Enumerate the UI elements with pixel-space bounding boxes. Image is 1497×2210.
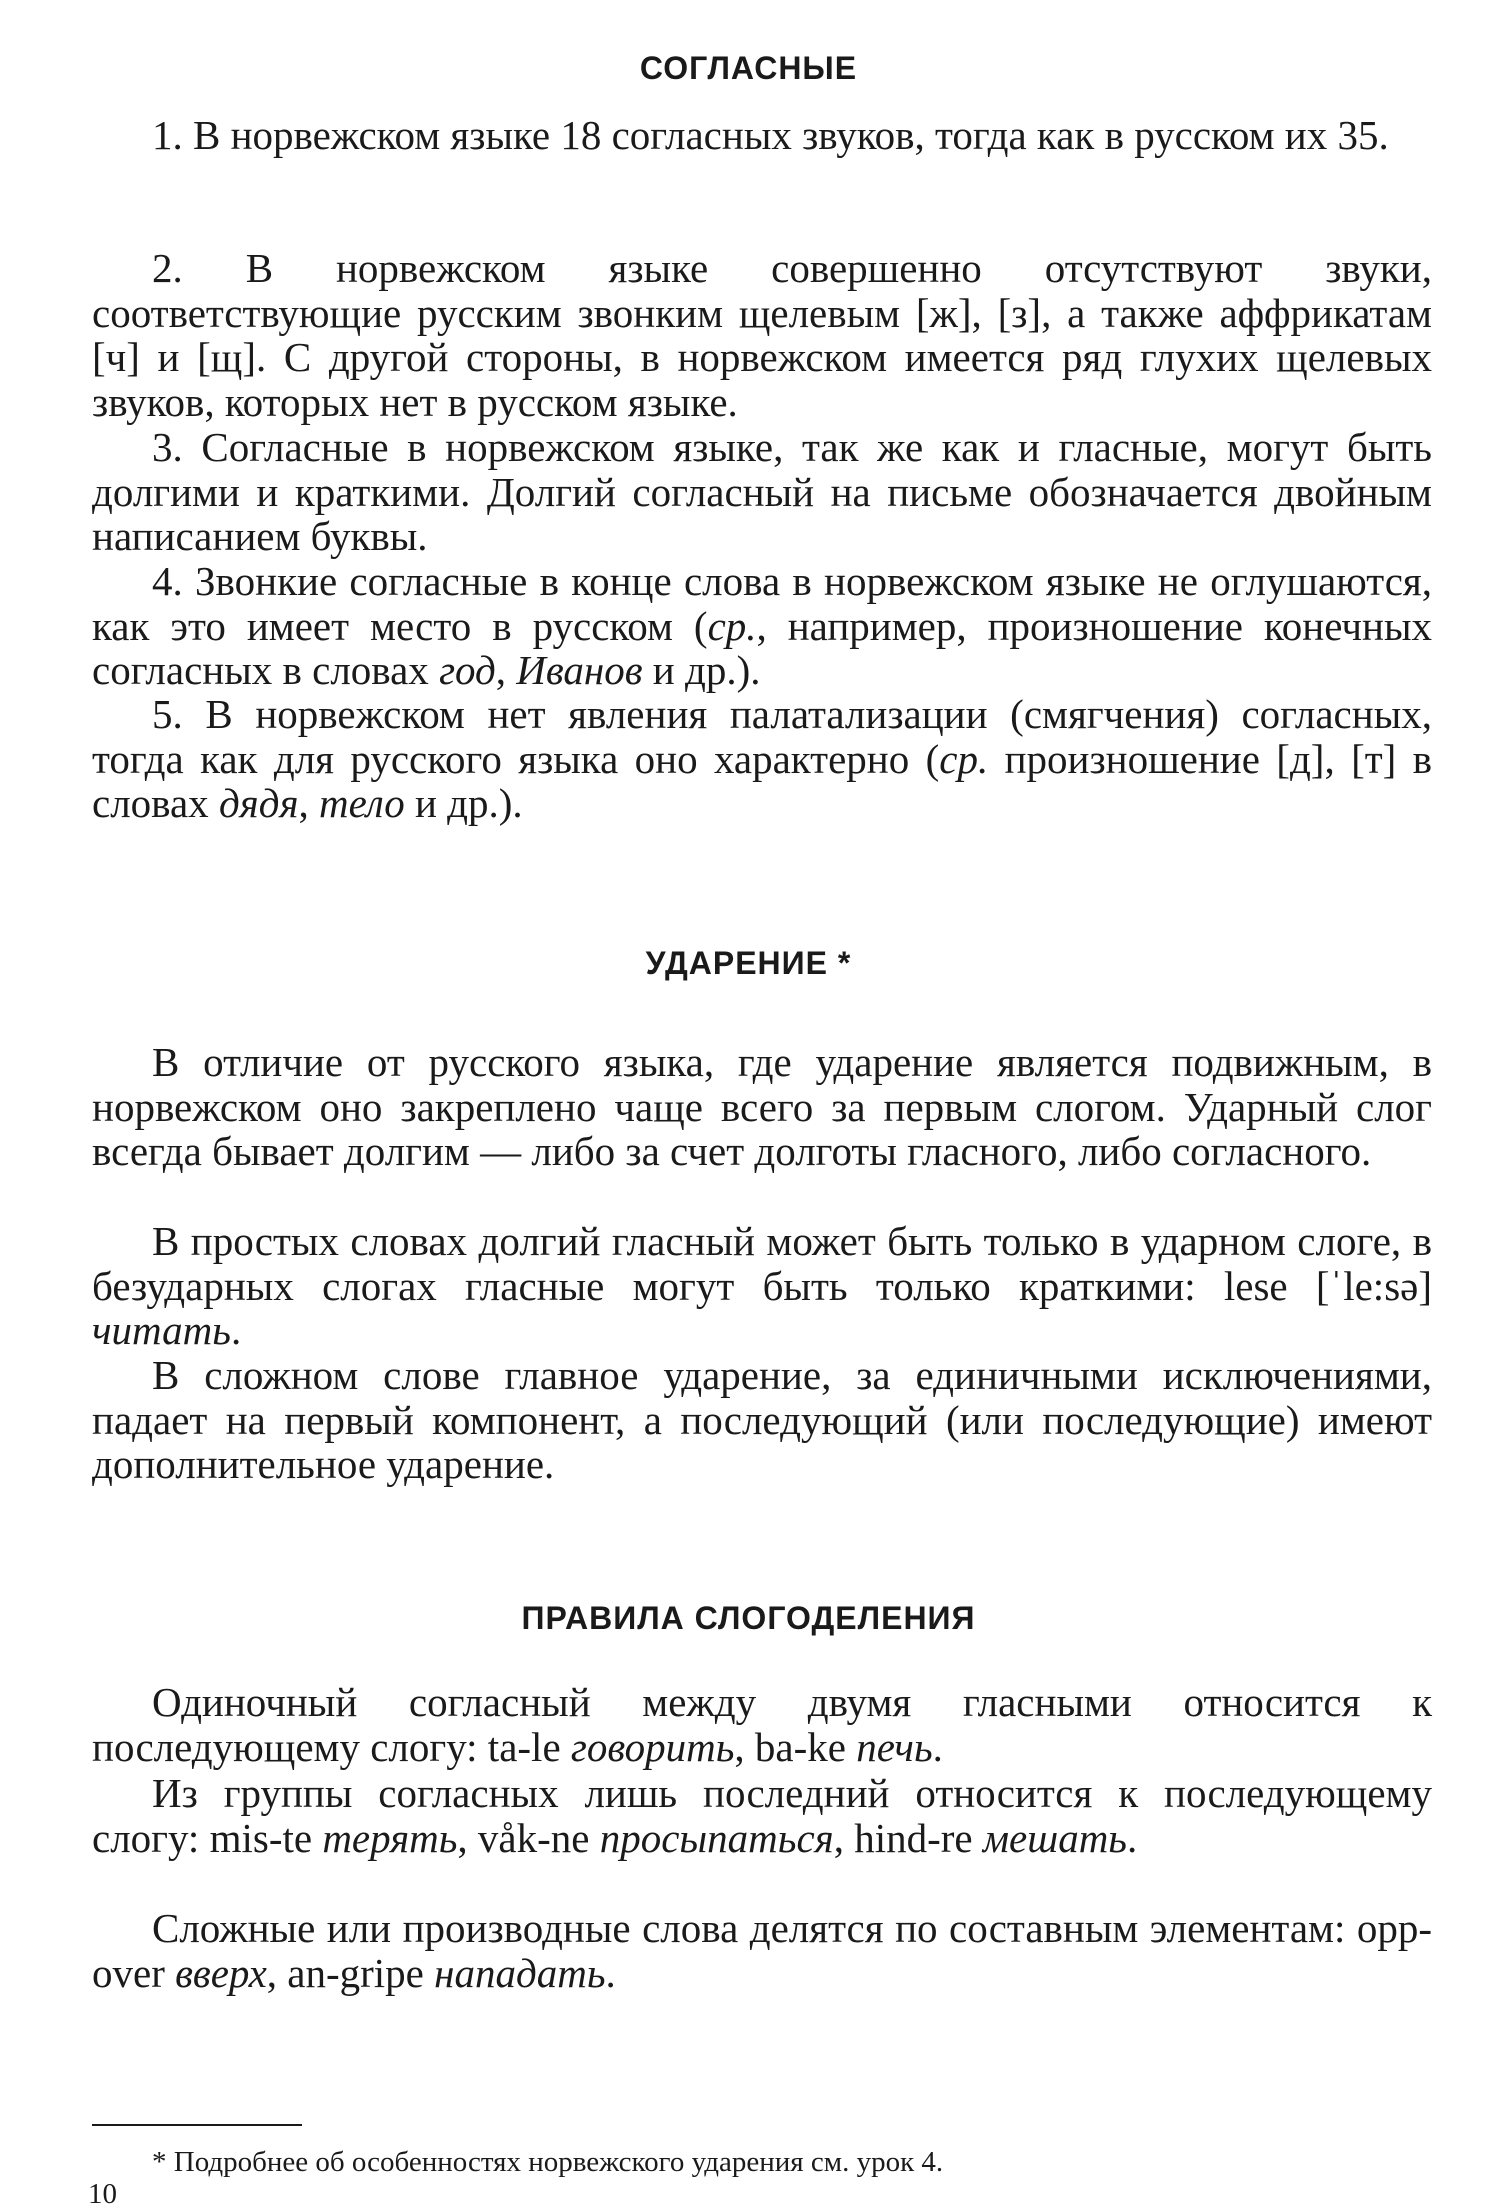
footnote-divider xyxy=(92,2124,302,2126)
paragraph-stress-2: В простых словах долгий гласный может быть только в ударном слоге, в безударных слогах гласные могут быть только краткими: lese [ˈle:sə] читать. xyxy=(92,1218,1432,1353)
footnote: * Подробнее об особенностях норвежского ударения см. урок 4. xyxy=(152,2146,944,2178)
paragraph-syllables-3: Сложные или производные слова делятся по составным элементам: opp-over вверх, an-gripe нападать. xyxy=(92,1905,1432,1996)
section-heading-stress: УДАРЕНИЕ * xyxy=(645,945,852,981)
paragraph-syllables-2: Из группы согласных лишь последний относится к последующему слогу: mis-te терять, våk-ne просыпаться, hind-re мешать. xyxy=(92,1770,1432,1861)
section-heading-consonants: СОГЛАСНЫЕ xyxy=(639,50,858,86)
paragraph-syllables-1: Одиночный согласный между двумя гласными относится к последующему слогу: ta-le говорить, ba-ke печь. xyxy=(92,1679,1432,1770)
paragraph-consonants-1: 1. В норвежском языке 18 согласных звуков, тогда как в русском их 35. xyxy=(152,112,1389,158)
paragraph-consonants-3: 3. Согласные в норвежском языке, так же как и гласные, могут быть долгими и краткими. Долгий согласный на письме обозначается двойным написанием буквы. xyxy=(92,424,1432,559)
paragraph-consonants-4: 4. Звонкие согласные в конце слова в норвежском языке не оглушаются, как это имеет место в русском (ср., например, произношение конечных согласных в словах год, Иванов и др.). xyxy=(92,558,1433,693)
section-heading-syllables: ПРАВИЛА СЛОГОДЕЛЕНИЯ xyxy=(521,1600,976,1636)
paragraph-stress-1: В отличие от русского языка, где ударение является подвижным, в норвежском оно закреплено чаще всего за первым слогом. Ударный слог всегда бывает долгим — либо за счет долготы гласного, либо согласного. xyxy=(92,1039,1432,1174)
paragraph-consonants-5: 5. В норвежском нет явления палатализации (смягчения) согласных, тогда как для русского языка оно характерно (ср. произношение [д], [т] в словах дядя, тело и др.). xyxy=(92,691,1433,826)
page-number: 10 xyxy=(88,2178,117,2210)
paragraph-stress-3: В сложном слове главное ударение, за единичными исключениями, падает на первый компонент, а последующий (или последующие) имеют дополнительное ударение. xyxy=(92,1352,1432,1487)
paragraph-consonants-2: 2. В норвежском языке совершенно отсутствуют звуки, соответствующие русским звонким щелевым [ж], [з], а также аффрикатам [ч] и [щ]. С другой стороны, в норвежском имеется ряд глухих щелевых звуков, которых нет в русском языке. xyxy=(92,245,1432,425)
